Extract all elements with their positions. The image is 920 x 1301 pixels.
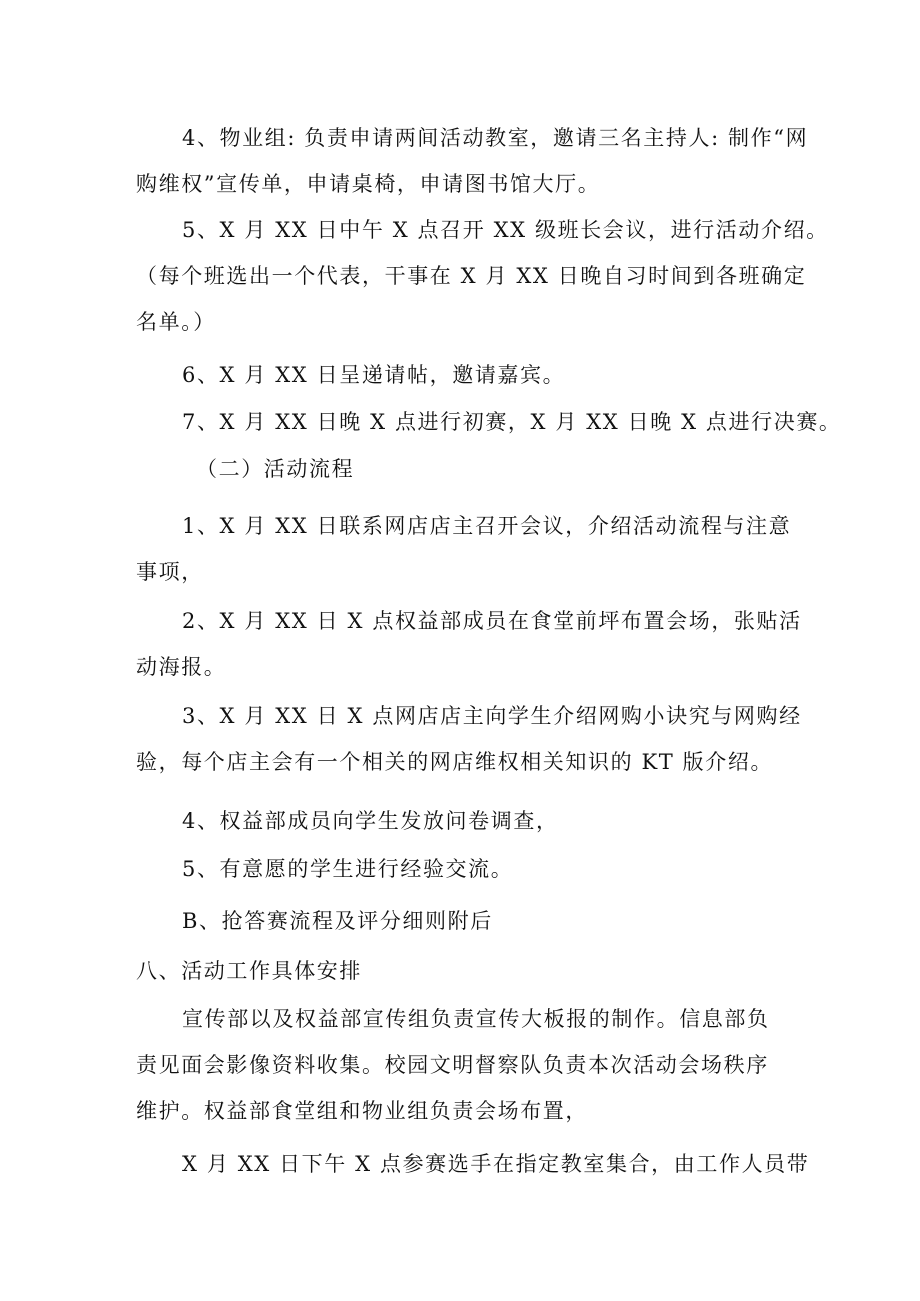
text-line: 验，每个店主会有一个相关的网店维权相关知识的 KT 版介绍。 xyxy=(136,750,774,774)
paragraph-work-arrangement xyxy=(136,996,796,1134)
text-line: B、抢答赛流程及评分细则附后 xyxy=(182,909,493,933)
text-line: 维护。权益部食堂组和物业组负责会场布置， xyxy=(136,1099,588,1123)
text-line: 宣传部以及权益部宣传组负责宣传大板报的制作。信息部负 xyxy=(182,1007,770,1031)
text-line: 1、X 月 XX 日联系网店店主召开会议，介绍活动流程与注意 xyxy=(182,514,792,538)
paragraph-invitations xyxy=(136,352,796,398)
text-line: 7、X 月 XX 日晚 X 点进行初赛，X 月 XX 日晚 X 点进行决赛。 xyxy=(182,410,842,434)
paragraph-competition-schedule xyxy=(136,399,842,445)
paragraph-flow-step-2 xyxy=(136,598,802,690)
text-line: （每个班选出一个代表，干事在 X 月 XX 日晚自习时间到各班确定 xyxy=(136,264,807,288)
section-heading-work-arrangement xyxy=(136,948,796,994)
text-line: 2、X 月 XX 日 X 点权益部成员在食堂前坪布置会场，张贴活 xyxy=(182,609,802,633)
text-line: 5、X 月 XX 日中午 X 点召开 XX 级班长会议，进行活动介绍。 xyxy=(182,218,829,242)
text-line: 5、有意愿的学生进行经验交流。 xyxy=(182,857,514,881)
text-line: 责见面会影像资料收集。校园文明督察队负责本次活动会场秩序 xyxy=(136,1053,769,1077)
section-heading-activity-flow xyxy=(136,446,796,492)
text-line: 4、物业组: 负责申请两间活动教室，邀请三名主持人: 制作“网 xyxy=(182,126,809,150)
text-line: 名单。） xyxy=(136,310,216,334)
text-line: X 月 XX 日下午 X 点参赛选手在指定教室集合，由工作人员带 xyxy=(182,1152,810,1176)
text-line: 6、X 月 XX 日呈递请帖，邀请嘉宾。 xyxy=(182,363,566,387)
paragraph-flow-step-5 xyxy=(136,846,796,892)
paragraph-contestant-assembly xyxy=(136,1141,810,1187)
text-line: 动海报。 xyxy=(136,655,227,679)
text-line: 购维权”宣传单，申请桌椅，申请图书馆大厅。 xyxy=(136,172,601,196)
paragraph-flow-step-1 xyxy=(136,503,796,595)
text-line: 3、X 月 XX 日 X 点网店店主向学生介绍网购小诀究与网购经 xyxy=(182,704,802,728)
paragraph-class-leader-meeting xyxy=(136,207,829,345)
paragraph-flow-step-4 xyxy=(136,798,796,844)
text-line: 事项， xyxy=(136,560,204,584)
text-line: 4、权益部成员向学生发放问卷调查， xyxy=(182,809,559,833)
text-line: （二）活动流程 xyxy=(196,457,355,481)
paragraph-property-group xyxy=(136,115,809,207)
text-line: 八、活动工作具体安排 xyxy=(136,959,362,983)
paragraph-quiz-rules xyxy=(136,898,796,944)
paragraph-flow-step-3 xyxy=(136,693,802,785)
